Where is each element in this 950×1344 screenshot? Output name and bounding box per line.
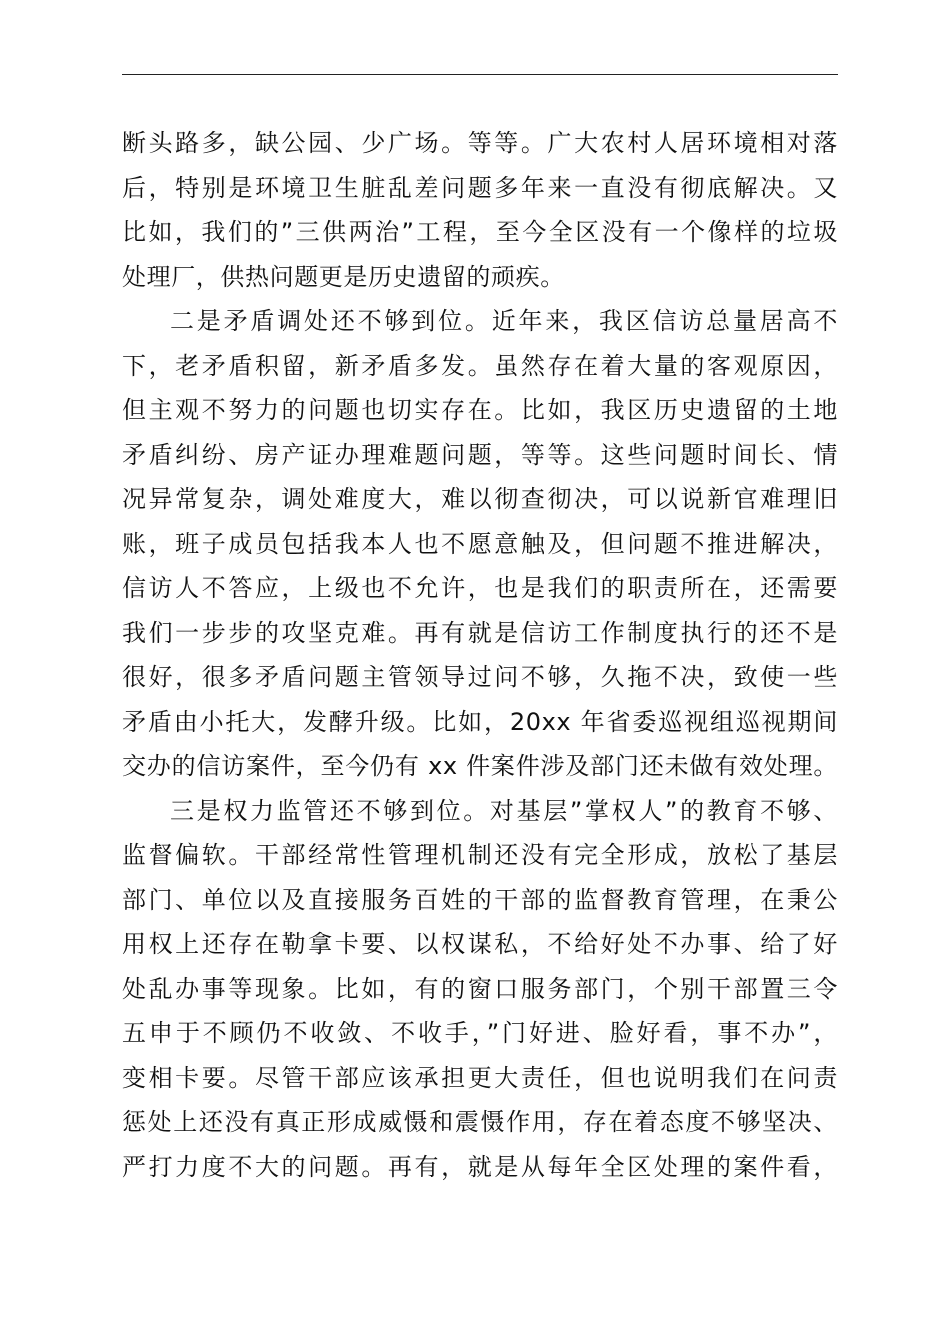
- text-line-18: 部门、单位以及直接服务百姓的干部的监督教育管理，在秉公: [122, 885, 838, 914]
- text-line-16: 三是权力监管还不够到位。对基层”掌权人”的教育不够、: [170, 796, 838, 825]
- text-line-23: 惩处上还没有真正形成威慑和震慑作用，存在着态度不够坚决、: [122, 1108, 838, 1136]
- text-line-24: 严打力度不大的问题。再有，就是从每年全区处理的案件看，: [122, 1152, 838, 1181]
- text-line-4: 处理厂，供热问题更是历史遗留的顽疾。: [122, 262, 565, 291]
- text-line-10: 账，班子成员包括我本人也不愿意触及，但问题不推进解决，: [122, 529, 838, 558]
- header-rule: [122, 74, 838, 75]
- text-line-9: 况异常复杂，调处难度大，难以彻查彻决，可以说新官难理旧: [122, 485, 838, 513]
- text-line-21: 五申于不顾仍不收敛、不收手，”门好进、脸好看，事不办”，: [122, 1019, 838, 1047]
- text-line-7: 但主观不努力的问题也切实存在。比如，我区历史遗留的土地: [122, 396, 838, 424]
- text-line-5: 二是矛盾调处还不够到位。近年来，我区信访总量居高不: [170, 307, 838, 335]
- text-line-22: 变相卡要。尽管干部应该承担更大责任，但也说明我们在问责: [122, 1063, 838, 1092]
- text-line-13: 很好，很多矛盾问题主管领导过问不够，久拖不决，致使一些: [122, 663, 838, 691]
- text-line-12: 我们一步步的攻坚克难。再有就是信访工作制度执行的还不是: [122, 618, 838, 647]
- text-line-17: 监督偏软。干部经常性管理机制还没有完全形成，放松了基层: [122, 841, 838, 869]
- text-line-14: 矛盾由小托大，发酵升级。比如，20xx 年省委巡视组巡视期间: [122, 707, 838, 736]
- document-body: [122, 121, 838, 1189]
- text-line-11: 信访人不答应，上级也不允许，也是我们的职责所在，还需要: [122, 574, 838, 602]
- text-line-20: 处乱办事等现象。比如，有的窗口服务部门，个别干部置三令: [122, 974, 838, 1003]
- text-line-8: 矛盾纠纷、房产证办理难题问题，等等。这些问题时间长、情: [122, 440, 838, 469]
- text-line-15: 交办的信访案件，至今仍有 xx 件案件涉及部门还未做有效处理。: [122, 752, 838, 780]
- text-line-3: 比如，我们的”三供两治”工程，至今全区没有一个像样的垃圾: [122, 218, 838, 246]
- text-line-2: 后，特别是环境卫生脏乱差问题多年来一直没有彻底解决。又: [122, 173, 838, 202]
- text-line-19: 用权上还存在勒拿卡要、以权谋私，不给好处不办事、给了好: [122, 930, 838, 958]
- text-line-6: 下，老矛盾积留，新矛盾多发。虽然存在着大量的客观原因，: [122, 351, 838, 380]
- text-line-1: 断头路多，缺公园、少广场。等等。广大农村人居环境相对落: [122, 129, 838, 157]
